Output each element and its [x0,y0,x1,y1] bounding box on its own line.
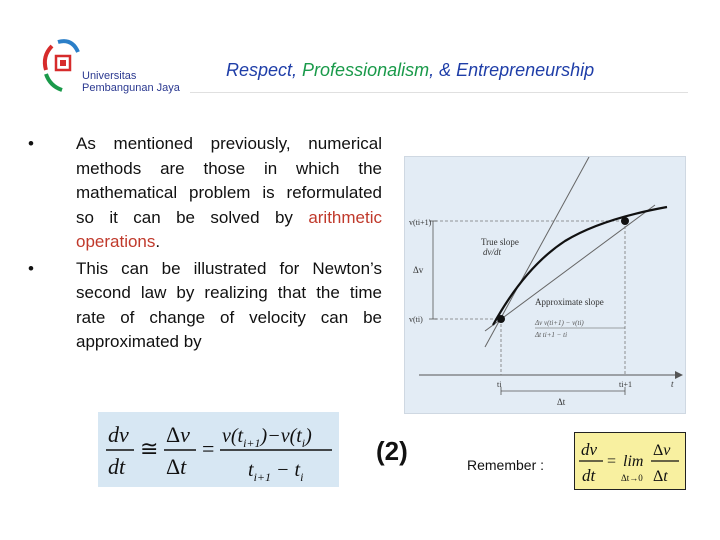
svg-text:Δv: Δv [653,442,671,459]
svg-text:Δv v(ti+1) − v(ti): Δv v(ti+1) − v(ti) [535,319,584,327]
equation-number: (2) [376,436,408,466]
label-delta-v: Δv [413,265,424,275]
bullet-list [28,132,382,355]
label-v-i: v(ti) [409,315,423,324]
label-delta-t: Δt [557,397,566,407]
svg-text:=: = [607,453,617,470]
bullet-text: As mentioned previously, numerical methods are those in which the mathematical problem is reformulated so it can be solved by [76,134,382,227]
slope-figure [404,156,686,414]
svg-text:dv: dv [581,440,598,459]
bullet-item-2 [28,257,382,355]
motto [226,60,594,81]
svg-text:Δt: Δt [653,468,668,485]
bullet-text: This can be illustrated for Newton’s second law by realizing that the time rate of change of velocity can be approximated by [76,258,382,351]
lim-subscript: Δt→0 [621,473,643,483]
bullet-marker: • [28,258,34,278]
label-t-next: ti+1 [619,380,632,389]
label-t-i: ti [497,380,502,389]
label-v-next: v(ti+1) [409,218,432,227]
svg-text:Δt ti+1 − ti: Δt ti+1 − ti [535,331,568,339]
svg-text:Δt: Δt [166,454,187,479]
derivative-definition-box [574,432,686,490]
svg-text:dt: dt [582,466,596,485]
equation-formula [98,412,339,487]
derivative-definition [575,433,685,489]
bullet-text-end: . [155,232,161,251]
svg-text:≅: ≅ [140,436,159,461]
university-logo [38,34,188,104]
remember-label: Remember : [467,457,545,473]
svg-text:dv: dv [108,422,129,447]
svg-text:v(ti+1)−v(ti): $v(t_{i+1})-v(t_i)$ [222,425,312,450]
bullet-marker: • [28,134,34,153]
label-t: t [671,379,674,389]
lim-text: lim [623,453,644,470]
svg-text:dt: dt [108,454,126,479]
header-divider [190,92,688,93]
equation-box [98,412,339,487]
svg-text:Δv: Δv [166,422,190,447]
motto-separator: , & [429,60,457,80]
label-true-slope: True slope [481,237,519,247]
motto-respect: Respect, [226,60,303,80]
motto-entrepreneurship: Entrepreneurship [456,60,595,80]
label-approx-slope: Approximate slope [535,297,604,307]
svg-text:=: = [202,436,215,461]
slope-diagram [405,157,685,413]
bullet-item-1 [28,132,382,255]
logo-line-2: Pembangunan Jaya [82,82,180,94]
bullet-highlight: arithmetic operations [76,207,382,251]
svg-text:ti+1 − ti: $t_{i+1} - t_i$ [248,459,304,484]
label-true-slope-formula: dv/dt [483,247,501,257]
motto-professionalism: Professionalism [302,60,430,80]
logo-line-1: Universitas [82,70,137,82]
